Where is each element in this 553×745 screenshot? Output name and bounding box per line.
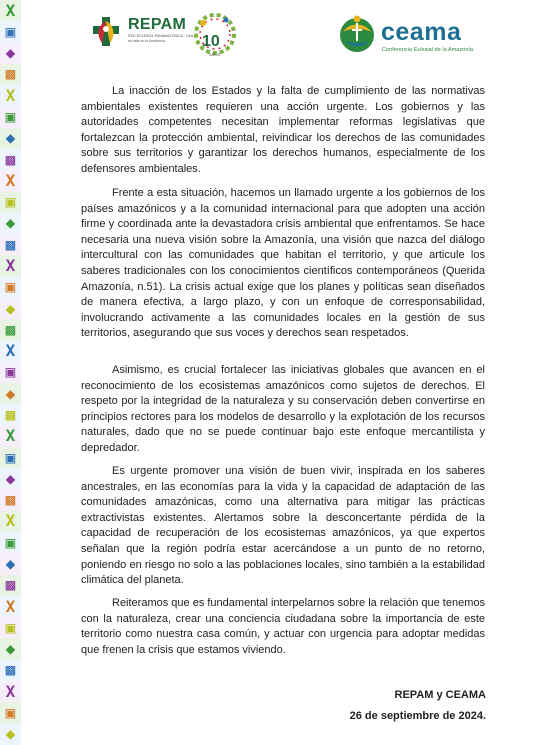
pattern-glyph-icon: ▩ xyxy=(5,234,16,254)
paragraph: Frente a esta situación, hacemos un llamado urgente a los gobiernos de los países amazónicos y a la comunidad internacional para que adopten una acción firme y coordinada ante la devastadora crisis ambiental que enfrentamos. Se hace necesaria una nueva visión sobre la Amazonía, una visión que nazca del diálogo intercultural con las comunidades que habitan el territorio, y que articule los saberes tradicionales con los conocimientos científicos contemporáneos (Querida Amazonía, n.51). La crisis actual exige que los planes y políticas sean diseñados de manera efectiva, a largo plazo, y con un enfoque de corresponsabilidad, involucrando activamente a las comunidades locales en la gestión de sus territorios, asegurando que sus voces y derechos sean respetados. xyxy=(81,187,485,340)
ceama-subtitle: Conferencia Eclesial de la Amazonía xyxy=(382,47,474,53)
border-pattern-tile xyxy=(0,341,21,362)
paragraph: Asimismo, es crucial fortalecer las iniciativas globales que avancen en el reconocimiento de los ecosistemas amazónicos como sujetos de derechos. El respeto por la integridad de la naturaleza y su conservación deben convertirse en principios rectores para los modelos de desarrollo y la explotación de los recursos naturales, dado que no se puede continuar bajo este enfoque mercantilista y depredador. xyxy=(81,364,485,454)
pattern-glyph-icon: ▩ xyxy=(5,319,16,339)
pattern-glyph-icon: X xyxy=(5,426,16,446)
pattern-glyph-icon: ▩ xyxy=(5,64,16,84)
ceama-name: ceama xyxy=(381,18,462,46)
border-pattern-tile xyxy=(0,702,21,723)
border-pattern-tile xyxy=(0,681,21,702)
border-pattern-tile xyxy=(0,617,21,638)
border-pattern-tile xyxy=(0,553,21,574)
border-pattern-tile xyxy=(0,362,21,383)
border-pattern-tile xyxy=(0,106,21,127)
paragraph: Reiteramos que es fundamental interpelarnos sobre la relación que tenemos con la naturaleza, crear una conciencia ciudadana sobre la importancia de este territorio como nuestra casa común, y actuar con urgencia para adoptar medidas que frenen la crisis que estamos viviendo. xyxy=(81,597,485,656)
border-pattern-tile xyxy=(0,404,21,425)
border-pattern-tile xyxy=(0,64,21,85)
pattern-glyph-icon: X xyxy=(5,85,16,105)
border-pattern-tile xyxy=(0,0,21,21)
border-pattern-tile xyxy=(0,596,21,617)
border-pattern-tile xyxy=(0,319,21,340)
border-pattern-tile xyxy=(0,234,21,255)
pattern-glyph-icon: ▣ xyxy=(5,702,16,722)
signature-date: 26 de septiembre de 2024. xyxy=(349,710,486,722)
pattern-glyph-icon: ◆ xyxy=(5,724,16,744)
border-pattern-tile xyxy=(0,255,21,276)
border-pattern-tile xyxy=(0,532,21,553)
pattern-glyph-icon: ◆ xyxy=(5,639,16,659)
paragraph: La inacción de los Estados y la falta de cumplimiento de las normativas ambientales existentes requieren una acción urgente. Los gobiernos y las autoridades competentes necesitan implementar reformas legislativas que fortalezcan la protección ambiental, reivindicar los derechos de las comunidades sobre sus territorios y garantizar los derechos humanos, especialmente de los defensores ambientales. xyxy=(81,85,485,175)
border-pattern-tile xyxy=(0,128,21,149)
border-pattern-tile xyxy=(0,447,21,468)
pattern-glyph-icon: ▩ xyxy=(5,575,16,595)
border-pattern-tile xyxy=(0,170,21,191)
decorative-left-border xyxy=(0,0,21,745)
ceama-logo xyxy=(337,14,487,60)
border-pattern-tile xyxy=(0,426,21,447)
border-pattern-tile xyxy=(0,149,21,170)
paragraph: Es urgente promover una visión de buen vivir, inspirada en los saberes ancestrales, en las economías para la vida y la capacidad de adaptación de las comunidades amazónicas, como una alternativa para mitigar las prácticas extractivistas existentes. Alertamos sobre la desconcertante pérdida de la capacidad de recuperación de los ecosistemas amazónicos, ya que expertos señalan que la región podría estar acercándose a un punto de no retorno, poniendo en riesgo no solo a las poblaciones locales, sino también a la estabilidad climática del planeta. xyxy=(81,465,485,587)
pattern-glyph-icon: ◆ xyxy=(5,43,16,63)
repam-subtitle: RED ECLESIAL PANAMAZÓNICA · Dios es vida en la Amazonía xyxy=(128,34,194,43)
border-pattern-tile xyxy=(0,383,21,404)
border-pattern-tile xyxy=(0,43,21,64)
border-pattern-tile xyxy=(0,277,21,298)
pattern-glyph-icon: ▣ xyxy=(5,192,16,212)
pattern-glyph-icon: ◆ xyxy=(5,128,16,148)
repam-name: REPAM xyxy=(128,16,187,33)
pattern-glyph-icon: X xyxy=(5,681,16,701)
border-pattern-tile xyxy=(0,489,21,510)
border-pattern-tile xyxy=(0,638,21,659)
pattern-glyph-icon: ▣ xyxy=(5,532,16,552)
pattern-glyph-icon: ◆ xyxy=(5,553,16,573)
pattern-glyph-icon: X xyxy=(5,256,16,276)
pattern-glyph-icon: ▩ xyxy=(5,660,16,680)
pattern-glyph-icon: ◆ xyxy=(5,213,16,233)
pattern-glyph-icon: ▣ xyxy=(5,277,16,297)
anniversary-word: AÑOS xyxy=(209,52,221,57)
pattern-glyph-icon: X xyxy=(5,341,16,361)
pattern-glyph-icon: ▣ xyxy=(5,362,16,382)
border-pattern-tile xyxy=(0,298,21,319)
border-pattern-tile xyxy=(0,575,21,596)
pattern-glyph-icon: ▩ xyxy=(5,490,16,510)
border-pattern-tile xyxy=(0,21,21,42)
pattern-glyph-icon: X xyxy=(5,511,16,531)
pattern-glyph-icon: ◆ xyxy=(5,468,16,488)
signature-block xyxy=(350,685,486,727)
pattern-glyph-icon: X xyxy=(5,0,16,20)
pattern-glyph-icon: ▩ xyxy=(5,404,16,424)
pattern-glyph-icon: ▣ xyxy=(5,107,16,127)
border-pattern-tile xyxy=(0,85,21,106)
pattern-glyph-icon: X xyxy=(5,596,16,616)
pattern-glyph-icon: ◆ xyxy=(5,298,16,318)
border-pattern-tile xyxy=(0,468,21,489)
pattern-glyph-icon: ▣ xyxy=(5,21,16,41)
ceama-globe-icon xyxy=(337,14,377,54)
anniversary-number: 10 xyxy=(202,33,220,50)
repam-cross-icon xyxy=(88,13,124,49)
signers: REPAM y CEAMA xyxy=(394,689,486,701)
border-pattern-tile xyxy=(0,213,21,234)
pattern-glyph-icon: ▣ xyxy=(5,617,16,637)
border-pattern-tile xyxy=(0,192,21,213)
pattern-glyph-icon: ▣ xyxy=(5,447,16,467)
border-pattern-tile xyxy=(0,724,21,745)
pattern-glyph-icon: ◆ xyxy=(5,383,16,403)
border-pattern-tile xyxy=(0,511,21,532)
pattern-glyph-icon: X xyxy=(5,170,16,190)
border-pattern-tile xyxy=(0,660,21,681)
pattern-glyph-icon: ▩ xyxy=(5,149,16,169)
repam-logo xyxy=(88,11,238,57)
